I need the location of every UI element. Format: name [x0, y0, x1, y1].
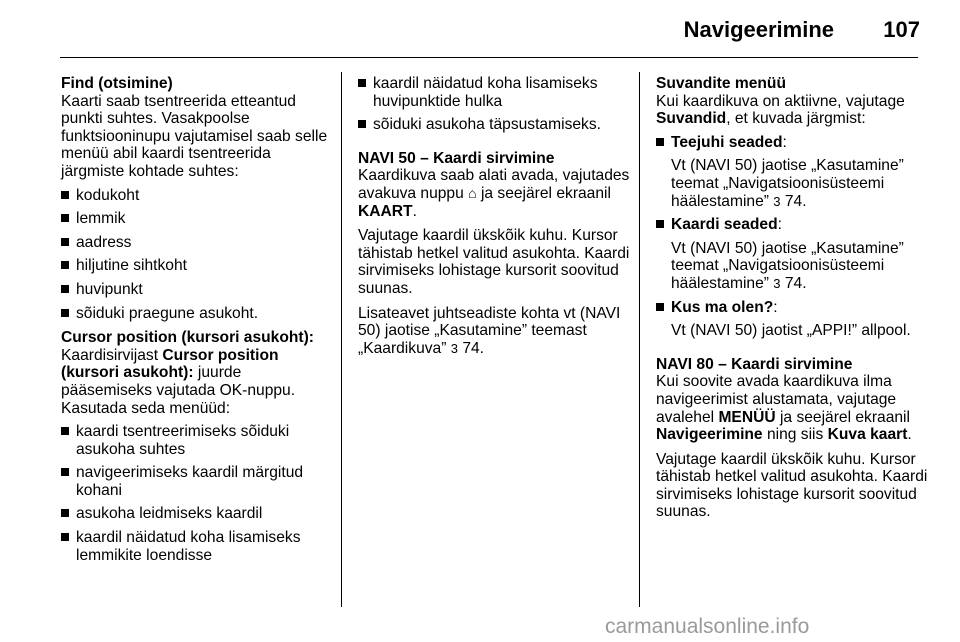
page-reference[interactable]: 74. [784, 274, 807, 292]
bullet-icon [656, 138, 664, 146]
list-item: Kaardi seaded: [656, 216, 936, 234]
suvandite-heading: Suvandite menüü [656, 75, 786, 92]
list-item-detail: Vt (NAVI 50) jaotise „Kasutamine” teemat „Navigatsioonisüsteemi häälestamine” 3 74. [671, 157, 904, 210]
reference-arrow-icon: 3 [773, 275, 781, 291]
list-item: hiljutine sihtkoht [61, 257, 331, 275]
list-item: kaardil näidatud koha lisamiseks lemmikite loendisse [61, 529, 331, 564]
watermark: carmanualsonline.info [605, 615, 810, 638]
column-2 [358, 75, 630, 357]
page-reference[interactable]: 74. [462, 339, 485, 357]
list-item: Teejuhi seaded: [656, 134, 936, 152]
list-item-detail: Vt (NAVI 50) jaotise „Kasutamine” teemat „Navigatsioonisüsteemi häälestamine” 3 74. [671, 239, 904, 292]
list-item: lemmik [61, 210, 331, 228]
cursor-text: Kaardisirvijast Cursor position (kursori asukoht): juurde pääsemiseks vajutada OK-nuppu. Kasutada seda menüüd: [61, 346, 296, 417]
bullet-icon [61, 309, 69, 317]
navi50-text-2: Vajutage kaardil ükskõik kuhu. Kursor tähistab hetkel valitud asukohta. Kaardi sirvimiseks lohistage kursorit soovitud suunas. [358, 227, 630, 297]
cursor-heading: Cursor position (kursori asukoht): [61, 329, 314, 347]
page-number: 107 [883, 17, 920, 42]
bullet-icon [61, 285, 69, 293]
reference-arrow-icon: 3 [450, 340, 458, 356]
navi50-text-1: Kaardikuva saab alati avada, vajutades avakuva nuppu ⌂ ja seejärel ekraanil KAART. [358, 167, 630, 220]
list-item: Kus ma olen?: [656, 299, 936, 317]
navi80-text-1: Kui soovite avada kaardikuva ilma navigeerimist alustamata, vajutage avalehel MENÜÜ ja seejärel ekraanil Navigeerimine ning siis Kuva kaart. [656, 373, 912, 444]
bullet-icon [61, 533, 69, 541]
reference-arrow-icon: 3 [773, 193, 781, 209]
list-item-detail: Vt (NAVI 50) jaotist „APPI!” allpool. [671, 322, 911, 340]
list-item: huvipunkt [61, 281, 331, 299]
navi50-heading: NAVI 50 – Kaardi sirvimine [358, 149, 555, 167]
bullet-icon [61, 427, 69, 435]
navi80-heading: NAVI 80 – Kaardi sirvimine [656, 355, 853, 373]
list-item: kodukoht [61, 187, 331, 205]
find-heading: Find (otsimine) [61, 75, 173, 92]
page-header-title: Navigeerimine [683, 17, 834, 42]
bullet-icon [61, 261, 69, 269]
column-3 [656, 75, 936, 521]
bullet-icon [61, 468, 69, 476]
page-reference[interactable]: 74. [784, 192, 807, 210]
suvandite-text: Kui kaardikuva on aktiivne, vajutage Suvandid, et kuvada järgmist: [656, 92, 905, 128]
bullet-icon [656, 303, 664, 311]
bullet-icon [358, 79, 366, 87]
list-item: asukoha leidmiseks kaardil [61, 505, 331, 523]
bullet-icon [61, 238, 69, 246]
navi80-text-2: Vajutage kaardil ükskõik kuhu. Kursor tähistab hetkel valitud asukohta. Kaardi sirvimiseks lohistage kursorit soovitud suunas. [656, 450, 928, 521]
find-text: Kaarti saab tsentreerida etteantud punkti suhtes. Vasakpoolse funktsiooninupu vajutamisel saab selle menüü abil kaardi tsentreerida järgmiste kohtade suhtes: [61, 92, 328, 180]
bullet-icon [61, 191, 69, 199]
column-divider-1 [341, 72, 342, 607]
list-item: aadress [61, 234, 331, 252]
column-divider-2 [639, 72, 640, 607]
header-rule [60, 57, 918, 58]
list-item: sõiduki asukoha täpsustamiseks. [358, 116, 630, 134]
list-item: kaardi tsentreerimiseks sõiduki asukoha suhtes [61, 423, 331, 458]
list-item: kaardil näidatud koha lisamiseks huvipunktide hulka [358, 75, 630, 110]
bullet-icon [358, 120, 366, 128]
list-item: sõiduki praegune asukoht. [61, 305, 331, 323]
home-button-icon: ⌂ [468, 184, 477, 201]
bullet-icon [61, 214, 69, 222]
navi50-text-3: Lisateavet juhtseadiste kohta vt (NAVI 50) jaotise „Kasutamine” teemast „Kaardikuva” 3 74. [358, 304, 621, 357]
column-1 [61, 75, 331, 564]
bullet-icon [61, 509, 69, 517]
list-item: navigeerimiseks kaardil märgitud kohani [61, 464, 331, 499]
bullet-icon [656, 220, 664, 228]
